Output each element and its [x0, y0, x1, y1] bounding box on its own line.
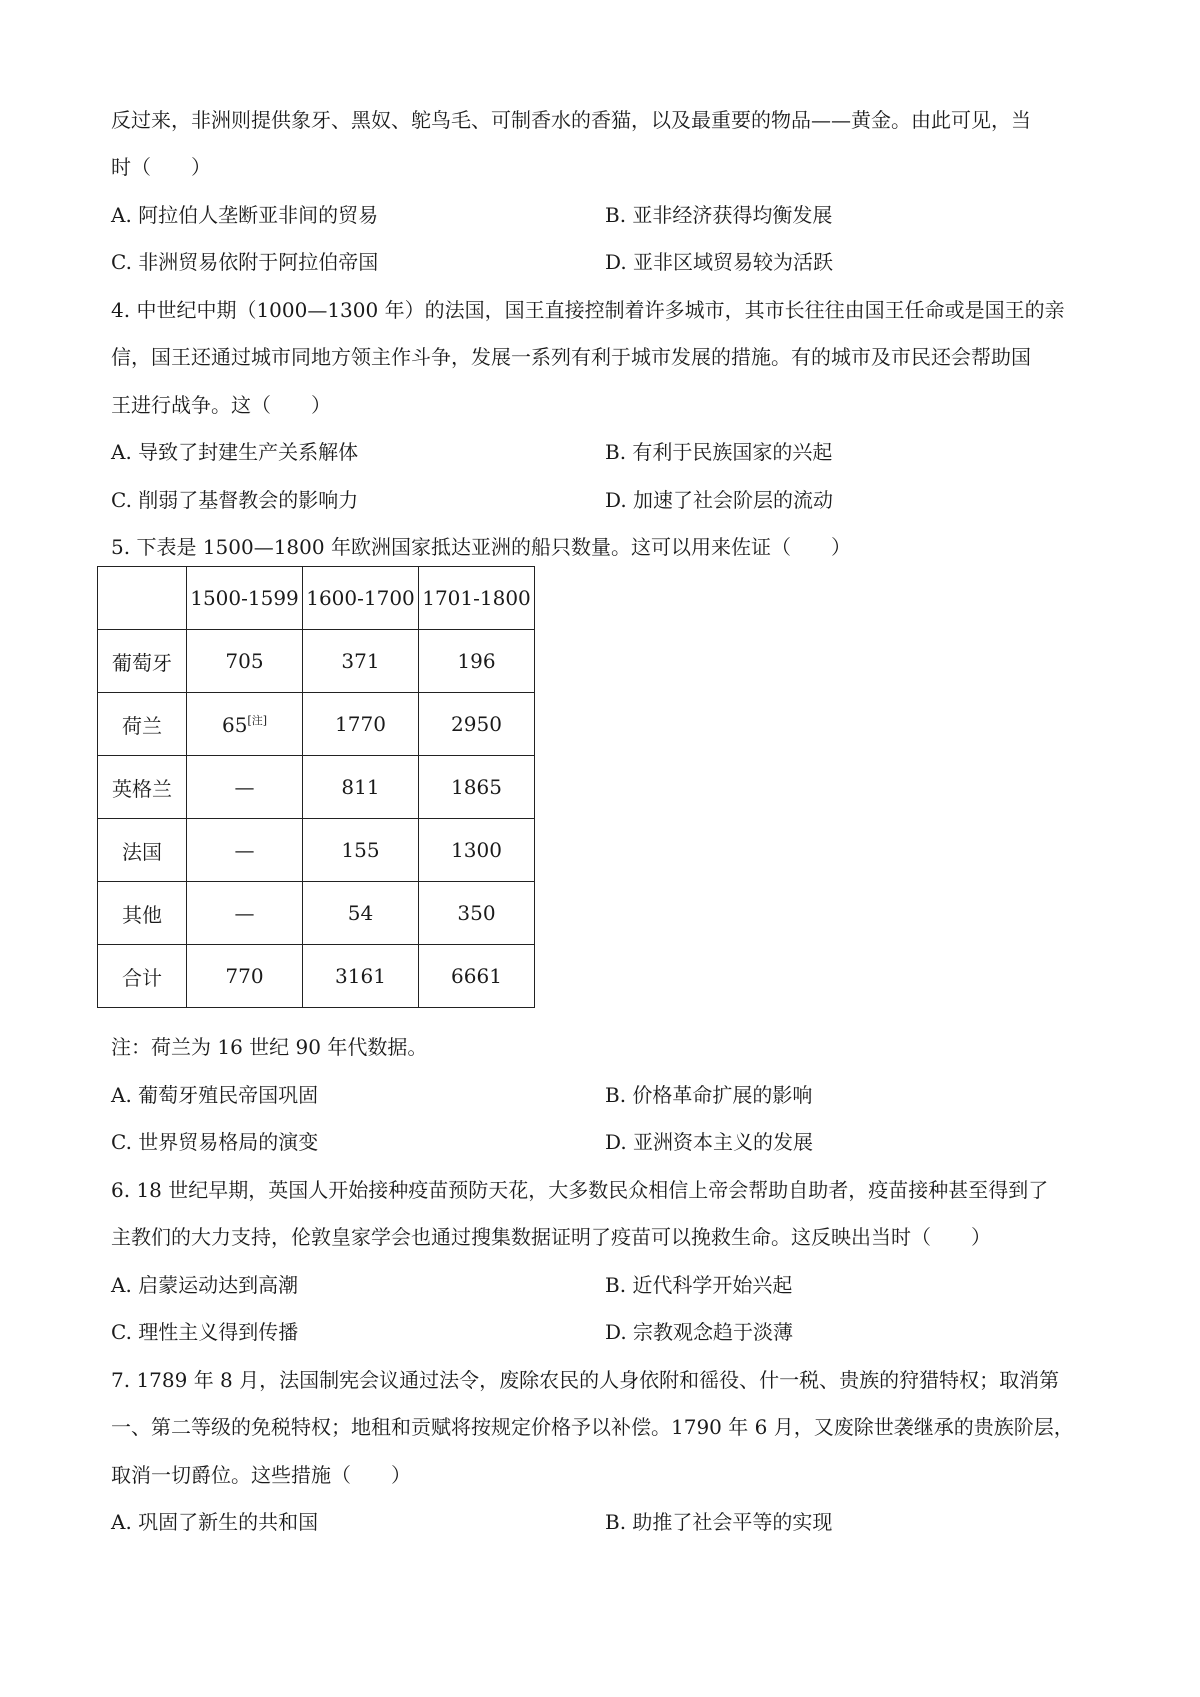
table-cell: —	[187, 756, 303, 819]
q4-option-d[interactable]: D. 加速了社会阶层的流动	[605, 488, 834, 512]
q4-option-a[interactable]: A. 导致了封建生产关系解体	[111, 440, 359, 464]
q4-stem-line-1: 4. 中世纪中期（1000—1300 年）的法国，国王直接控制着许多城市，其市长往往由国王任命或是国王的亲	[111, 298, 1065, 322]
q6-option-a[interactable]: A. 启蒙运动达到高潮	[111, 1273, 299, 1297]
q7-stem-line-1: 7. 1789 年 8 月，法国制宪会议通过法令，废除农民的人身依附和徭役、什一税、贵族的狩猎特权；取消第	[111, 1368, 1060, 1392]
table-cell: —	[187, 882, 303, 945]
table-cell: 155	[303, 819, 419, 882]
q4-stem-line-2: 信，国王还通过城市同地方领主作斗争，发展一系列有利于城市发展的措施。有的城市及市民还会帮助国	[111, 345, 1031, 369]
table-cell: 2950	[419, 693, 535, 756]
q5-table-note: 注：荷兰为 16 世纪 90 年代数据。	[111, 1035, 428, 1059]
q3-stem-line-2: 时（ ）	[111, 155, 211, 179]
table-header-row	[98, 567, 535, 630]
table-cell: 其他	[98, 882, 187, 945]
table-cell-with-note	[187, 693, 303, 756]
table-row	[98, 630, 535, 693]
q4-option-c[interactable]: C. 削弱了基督教会的影响力	[111, 488, 359, 512]
q6-option-b[interactable]: B. 近代科学开始兴起	[605, 1273, 793, 1297]
table-cell: 350	[419, 882, 535, 945]
table-cell: 荷兰	[98, 693, 187, 756]
table-cell-value: 65	[221, 712, 248, 737]
ships-table	[97, 566, 535, 1008]
table-header-cell: 1701-1800	[419, 567, 535, 630]
q6-option-d[interactable]: D. 宗教观念趋于淡薄	[605, 1320, 794, 1344]
table-cell: 1300	[419, 819, 535, 882]
q5-option-d[interactable]: D. 亚洲资本主义的发展	[605, 1130, 814, 1154]
table-cell: 1865	[419, 756, 535, 819]
q7-stem-line-2: 一、第二等级的免税特权；地租和贡赋将按规定价格予以补偿。1790 年 6 月，又废除世袭继承的贵族阶层，	[111, 1415, 1074, 1439]
q4-stem-line-3: 王进行战争。这（ ）	[111, 393, 331, 417]
q7-option-b[interactable]: B. 助推了社会平等的实现	[605, 1510, 833, 1534]
table-cell: 葡萄牙	[98, 630, 187, 693]
table-cell: 1770	[303, 693, 419, 756]
note-mark: [注]	[247, 713, 268, 727]
table-cell: 770	[187, 945, 303, 1008]
table-cell: —	[187, 819, 303, 882]
table-cell: 6661	[419, 945, 535, 1008]
q4-option-b[interactable]: B. 有利于民族国家的兴起	[605, 440, 833, 464]
q3-option-c[interactable]: C. 非洲贸易依附于阿拉伯帝国	[111, 250, 379, 274]
q5-option-a[interactable]: A. 葡萄牙殖民帝国巩固	[111, 1083, 319, 1107]
table-row	[98, 693, 535, 756]
q5-option-b[interactable]: B. 价格革命扩展的影响	[605, 1083, 813, 1107]
q5-stem-line-1: 5. 下表是 1500—1800 年欧洲国家抵达亚洲的船只数量。这可以用来佐证（ ）	[111, 535, 851, 559]
table-cell: 英格兰	[98, 756, 187, 819]
q3-option-d[interactable]: D. 亚非区域贸易较为活跃	[605, 250, 834, 274]
table-cell: 705	[187, 630, 303, 693]
q3-stem-line-1: 反过来，非洲则提供象牙、黑奴、鸵鸟毛、可制香水的香猫，以及最重要的物品——黄金。由此可见，当	[111, 108, 1031, 132]
table-header-cell: 1600-1700	[303, 567, 419, 630]
table-row	[98, 756, 535, 819]
table-row	[98, 819, 535, 882]
table-cell: 811	[303, 756, 419, 819]
table-header-cell: 1500-1599	[187, 567, 303, 630]
q7-option-a[interactable]: A. 巩固了新生的共和国	[111, 1510, 319, 1534]
table-cell: 196	[419, 630, 535, 693]
q6-stem-line-1: 6. 18 世纪早期，英国人开始接种疫苗预防天花，大多数民众相信上帝会帮助自助者，疫苗接种甚至得到了	[111, 1178, 1049, 1202]
table-cell: 3161	[303, 945, 419, 1008]
q6-option-c[interactable]: C. 理性主义得到传播	[111, 1320, 299, 1344]
table-cell: 371	[303, 630, 419, 693]
table-cell: 合计	[98, 945, 187, 1008]
q3-option-b[interactable]: B. 亚非经济获得均衡发展	[605, 203, 833, 227]
q7-stem-line-3: 取消一切爵位。这些措施（ ）	[111, 1463, 411, 1487]
q5-option-c[interactable]: C. 世界贸易格局的演变	[111, 1130, 319, 1154]
table-header-cell	[98, 567, 187, 630]
q6-stem-line-2: 主教们的大力支持，伦敦皇家学会也通过搜集数据证明了疫苗可以挽救生命。这反映出当时（ ）	[111, 1225, 991, 1249]
table-row	[98, 882, 535, 945]
table-cell: 54	[303, 882, 419, 945]
table-cell: 法国	[98, 819, 187, 882]
table-row	[98, 945, 535, 1008]
q3-option-a[interactable]: A. 阿拉伯人垄断亚非间的贸易	[111, 203, 379, 227]
